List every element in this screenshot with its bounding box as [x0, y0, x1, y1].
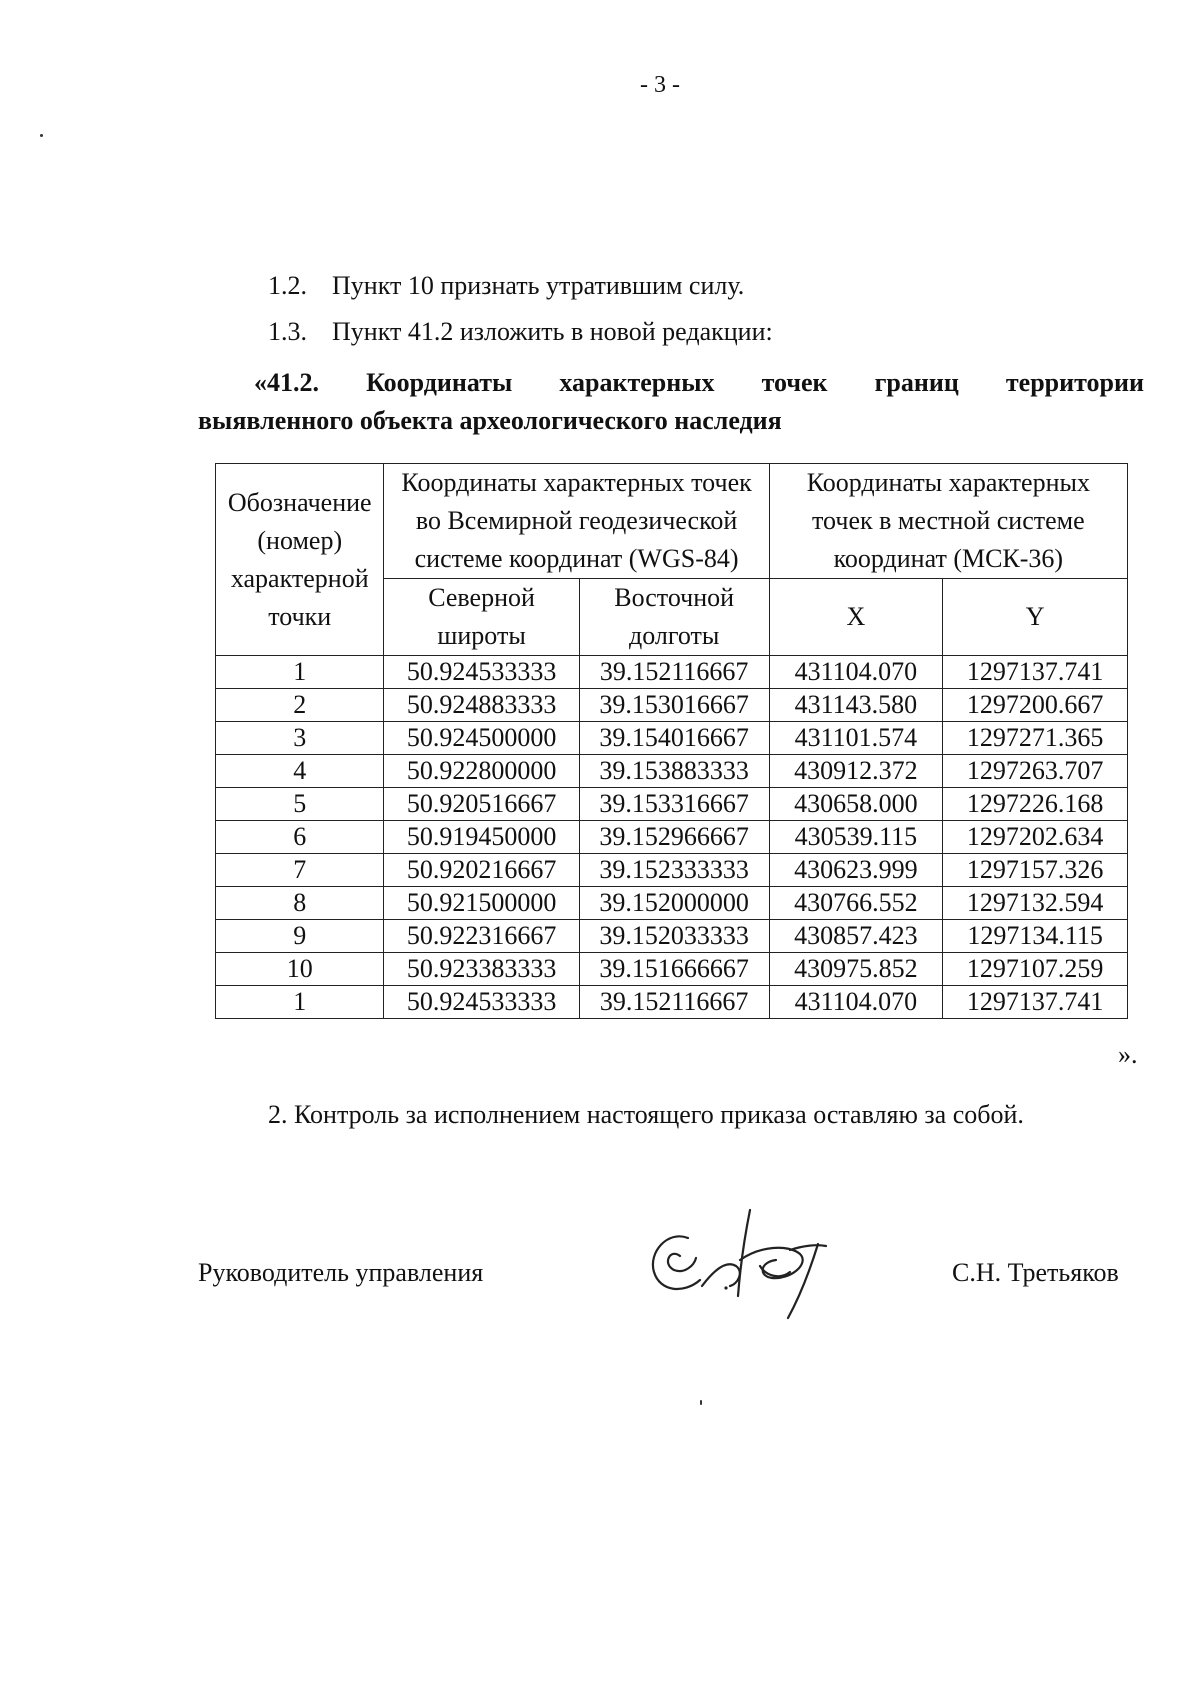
- heading-word: характерных: [559, 368, 715, 397]
- longitude-cell: 39.153016667: [579, 689, 769, 722]
- point-number: 4: [216, 755, 384, 788]
- latitude-cell: 50.922800000: [384, 755, 579, 788]
- point-number: 6: [216, 821, 384, 854]
- latitude-cell: 50.924533333: [384, 986, 579, 1019]
- heading-word: Координаты: [366, 368, 513, 397]
- table-row: [216, 689, 1128, 722]
- header-wgs-group: Координаты характерных точек во Всемирной геодезической системе координат (WGS-84): [384, 464, 769, 579]
- section-heading: [198, 364, 1144, 440]
- heading-word: точек: [761, 368, 828, 397]
- item-number: 2.: [268, 1100, 288, 1129]
- heading-line-1: [198, 364, 1144, 402]
- longitude-cell: 39.152000000: [579, 887, 769, 920]
- item-text: Контроль за исполнением настоящего приказа оставляю за собой.: [294, 1100, 1024, 1129]
- item-text: Пункт 10 признать утратившим силу.: [332, 271, 745, 300]
- point-number: 1: [216, 986, 384, 1019]
- header-y: Y: [943, 579, 1128, 656]
- latitude-cell: 50.922316667: [384, 920, 579, 953]
- heading-word: территории: [1005, 368, 1144, 397]
- x-cell: 430912.372: [769, 755, 943, 788]
- y-cell: 1297107.259: [943, 953, 1128, 986]
- coordinates-table: [215, 463, 1128, 1019]
- y-cell: 1297134.115: [943, 920, 1128, 953]
- y-cell: 1297271.365: [943, 722, 1128, 755]
- x-cell: 430975.852: [769, 953, 943, 986]
- page-number: - 3 -: [640, 72, 680, 98]
- item-number: 1.3.: [268, 317, 307, 346]
- header-x: X: [769, 579, 943, 656]
- longitude-cell: 39.152966667: [579, 821, 769, 854]
- point-number: 7: [216, 854, 384, 887]
- heading-line-2: выявленного объекта археологического наследия: [198, 406, 782, 435]
- item-1-3: [268, 312, 773, 352]
- point-number: 5: [216, 788, 384, 821]
- point-number: 10: [216, 953, 384, 986]
- y-cell: 1297226.168: [943, 788, 1128, 821]
- longitude-cell: 39.153883333: [579, 755, 769, 788]
- header-designation: Обозначение (номер) характерной точки: [216, 464, 384, 656]
- latitude-cell: 50.923383333: [384, 953, 579, 986]
- header-longitude: Восточной долготы: [579, 579, 769, 656]
- x-cell: 430857.423: [769, 920, 943, 953]
- latitude-cell: 50.919450000: [384, 821, 579, 854]
- item-2: [268, 1095, 1024, 1135]
- latitude-cell: 50.924533333: [384, 656, 579, 689]
- latitude-cell: 50.924883333: [384, 689, 579, 722]
- y-cell: 1297263.707: [943, 755, 1128, 788]
- latitude-cell: 50.924500000: [384, 722, 579, 755]
- longitude-cell: 39.152116667: [579, 656, 769, 689]
- header-latitude: Северной широты: [384, 579, 579, 656]
- point-number: 3: [216, 722, 384, 755]
- item-number: 1.2.: [268, 271, 307, 300]
- x-cell: 430658.000: [769, 788, 943, 821]
- closing-quote: ».: [1118, 1040, 1138, 1069]
- point-number: 2: [216, 689, 384, 722]
- table-row: [216, 953, 1128, 986]
- longitude-cell: 39.152116667: [579, 986, 769, 1019]
- table-row: [216, 920, 1128, 953]
- table-row: [216, 986, 1128, 1019]
- scan-speck: [700, 1400, 702, 1405]
- table-row: [216, 887, 1128, 920]
- y-cell: 1297137.741: [943, 986, 1128, 1019]
- latitude-cell: 50.920516667: [384, 788, 579, 821]
- point-number: 8: [216, 887, 384, 920]
- table-row: [216, 854, 1128, 887]
- handwritten-signature: [640, 1200, 850, 1330]
- x-cell: 430539.115: [769, 821, 943, 854]
- latitude-cell: 50.921500000: [384, 887, 579, 920]
- x-cell: 431104.070: [769, 986, 943, 1019]
- heading-word: границ: [874, 368, 959, 397]
- x-cell: 430623.999: [769, 854, 943, 887]
- x-cell: 430766.552: [769, 887, 943, 920]
- x-cell: 431101.574: [769, 722, 943, 755]
- item-text: Пункт 41.2 изложить в новой редакции:: [332, 317, 773, 346]
- signatory-role: Руководитель управления: [198, 1258, 484, 1287]
- y-cell: 1297202.634: [943, 821, 1128, 854]
- header-msk-group: Координаты характерных точек в местной системе координат (МСК-36): [769, 464, 1127, 579]
- scan-speck: [40, 134, 43, 137]
- longitude-cell: 39.152033333: [579, 920, 769, 953]
- table-row: [216, 788, 1128, 821]
- heading-word: «41.2.: [254, 368, 319, 397]
- longitude-cell: 39.151666667: [579, 953, 769, 986]
- table-row: [216, 821, 1128, 854]
- table-row: [216, 656, 1128, 689]
- y-cell: 1297157.326: [943, 854, 1128, 887]
- table-row: [216, 722, 1128, 755]
- table-body: [216, 656, 1128, 1019]
- y-cell: 1297137.741: [943, 656, 1128, 689]
- x-cell: 431104.070: [769, 656, 943, 689]
- longitude-cell: 39.152333333: [579, 854, 769, 887]
- item-1-2: [268, 266, 744, 306]
- x-cell: 431143.580: [769, 689, 943, 722]
- y-cell: 1297132.594: [943, 887, 1128, 920]
- longitude-cell: 39.154016667: [579, 722, 769, 755]
- latitude-cell: 50.920216667: [384, 854, 579, 887]
- longitude-cell: 39.153316667: [579, 788, 769, 821]
- point-number: 9: [216, 920, 384, 953]
- signatory-name: С.Н. Третьяков: [952, 1258, 1119, 1287]
- table-row: [216, 755, 1128, 788]
- point-number: 1: [216, 656, 384, 689]
- y-cell: 1297200.667: [943, 689, 1128, 722]
